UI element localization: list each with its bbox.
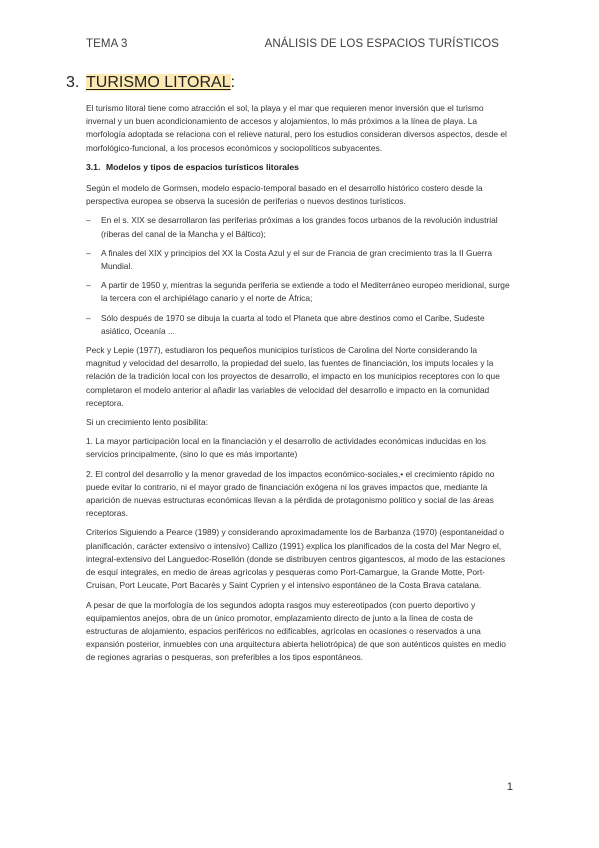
list-item: – Sólo después de 1970 se dibuja la cuarta al todo el Planeta que abre destinos como el Caribe, Sudeste asiático, Oceanía ... bbox=[86, 312, 512, 338]
document-body bbox=[86, 102, 512, 671]
list-item: – En el s. XIX se desarrollaron las periferias próximas a los grandes focos urbanos de la revolución industrial (riberas del canal de la Mancha y el Báltico); bbox=[86, 214, 512, 240]
paragraph-morphology: A pesar de que la morfología de los segundos adopta rasgos muy estereotipados (con puerto deportivo y equipamientos anejos, obra de un único promotor, emplazamiento directo de junto a la línea de costa de estructuras de alojamiento, espacios periféricos no edificables, agrícolas en ocasiones o reservados a una expansión posterior, inmuebles con una arquitectura abierta heliotrópica) de que son auténticos quistes en medio de regiones agrarias o pesqueras, son preferibles a los tipos espontáneos. bbox=[86, 599, 506, 663]
paragraph-point-1: 1. La mayor participación local en la financiación y el desarrollo de actividades económicas inducidas en los servicios principalmente, (sino lo que es más importante) bbox=[86, 436, 486, 460]
paragraph-peck-lepie: Peck y Lepie (1977), estudiaron los pequeños municipios turísticos de Carolina del Norte considerando la magnitud y velocidad del desarrollo, la propiedad del suelo, las fuentes de financiación, los imputs locales y la relación de la tradición local con los proyectos de desarrollo, el impacto en los municipios receptores con lo que completaron el modelo anterior al añadir las variables de velocidad del desarrollo e impacto en la comunidad receptora. bbox=[86, 345, 500, 408]
list-item: – A partir de 1950 y, mientras la segunda periferia se extiende a todo el Mediterráneo europeo meridional, surge la tercera con el archipiélago canario y el norte de África; bbox=[86, 279, 512, 305]
section-title-suffix: : bbox=[230, 74, 236, 91]
section-heading bbox=[66, 74, 235, 92]
subsection-heading bbox=[86, 161, 512, 174]
subsection-title: Modelos y tipos de espacios turísticos litorales bbox=[106, 161, 299, 172]
page-number: 1 bbox=[506, 781, 513, 793]
paragraph-gormsen: Según el modelo de Gormsen, modelo espacio-temporal basado en el desarrollo histórico costero desde la perspectiva europea se observa la sucesión de periferias o nuevos destinos turísticos. bbox=[86, 183, 483, 207]
intro-paragraph: El turismo litoral tiene como atracción el sol, la playa y el mar que requieren menor inversión que el turismo invernal y un buen acondicionamiento de accesos y alojamientos, lo más próximos a la línea de playa. La morfología adoptada se relaciona con el relieve natural, pero los estudios consideran diversos aspectos, desde el morfológico-funcional, a los procesos económicos y sociopolíticos subyacentes. bbox=[86, 103, 507, 153]
paragraph-slow-growth: Si un crecimiento lento posibilita: bbox=[86, 417, 208, 428]
section-title: TURISMO LITORAL bbox=[86, 74, 231, 91]
header-topic: TEMA 3 bbox=[86, 38, 128, 50]
subsection-number: 3.1. bbox=[86, 161, 101, 172]
periphery-list bbox=[86, 214, 512, 338]
header-title: ANÁLISIS DE LOS ESPACIOS TURÍSTICOS bbox=[264, 38, 499, 50]
paragraph-point-2: 2. El control del desarrollo y la menor gravedad de los impactos económico-sociales,• el crecimiento rápido no puede evitar lo contrario, ni el mayor grado de financiación exógena ni los graves impactos que, mediante la aparición de nuevas estructuras económicas llevan a la pérdida de protagonismo político y social de las áreas receptoras. bbox=[86, 468, 495, 519]
list-item: – A finales del XIX y principios del XX la Costa Azul y el sur de Francia de gran crecimiento tras la II Guerra Mundial. bbox=[86, 247, 512, 273]
section-number: 3. bbox=[66, 74, 80, 91]
paragraph-criteria: Criterios Siguiendo a Pearce (1989) y considerando aproximadamente los de Barbanza (1970) (espontaneidad o planificación, carácter extensivo o intensivo) Callizo (1991) explica los planificados de la costa del Mar Negro el, integral-extensivo del Languedoc-Rosellón (donde se distribuyen centros gigantescos, al modo de las estaciones de esquí integrales, en medio de áreas agrícolas y pesqueras como Port-Camargue, la Grande Motte, Port-Cruisan, Port Leucate, Port Bacarès y Saint Cyprien y el intensivo espontáneo de la Costa Brava catalana. bbox=[86, 527, 506, 591]
